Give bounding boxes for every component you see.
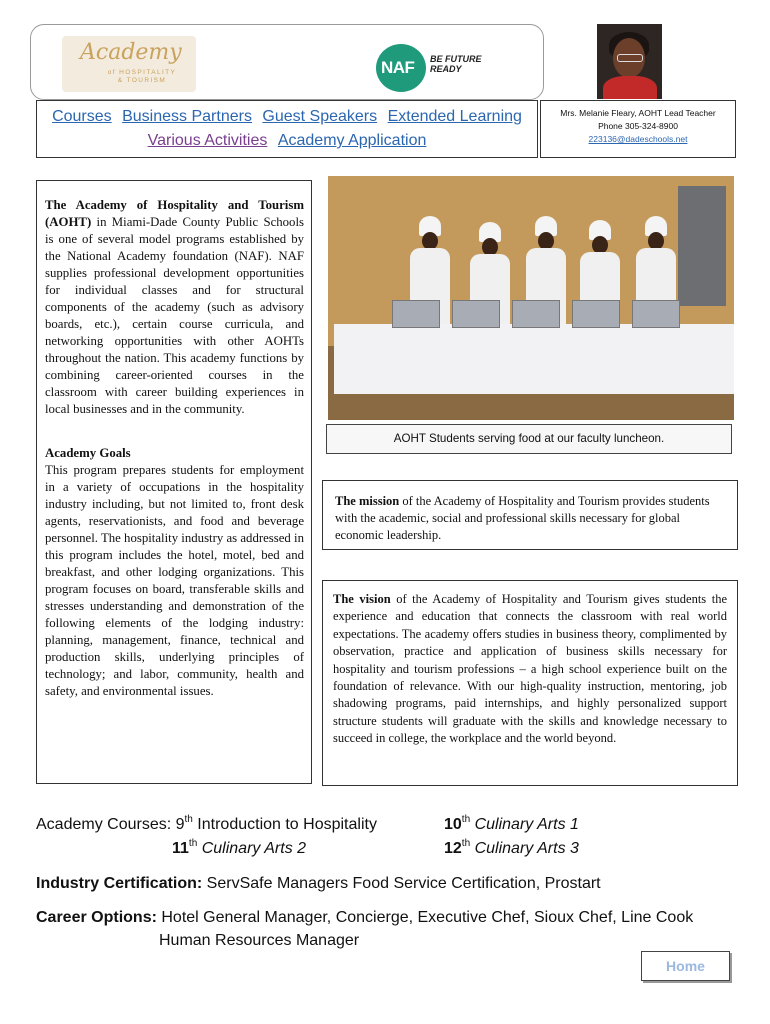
intro-text: in Miami-Dade County Public Schools is one of several model programs established by the National Academy foundation (NAF). NAF supplies professional development opportunities for individual classes and for structural components of the academy (such as advisory boards, etc.), certain course curricula, and networking opportunities with other AOHTs throughout the nation. This academy functions by combining career-oriented courses in the classroom with career building experiences in local businesses and in the community.	[45, 215, 304, 416]
teacher-photo	[597, 24, 662, 99]
course-12: 12th Culinary Arts 3	[444, 838, 579, 857]
courses-line-1: Academy Courses: 9th Introduction to Hospitality	[36, 814, 377, 833]
intro-bold-lead: The Academy of Hospitality and Tourism (AOHT)	[45, 198, 304, 229]
contact-name: Mrs. Melanie Fleary, AOHT Lead Teacher	[560, 108, 716, 118]
career-line-1: Hotel General Manager, Concierge, Executive Chef, Sioux Chef, Line Cook	[156, 909, 694, 926]
photo-caption: AOHT Students serving food at our faculty luncheon.	[326, 424, 732, 454]
course-11: 11th Culinary Arts 2	[172, 838, 307, 857]
goals-text: This program prepares students for employment in a variety of occupations in the hospitality industry including, but not limited to, front desk agents, reservationists, and food and beverage personnel. The hospitality industry as addressed in this program includes the hotel, motel, bed and breakfast, and other lodging organizations. This program focuses on board, transferable skills and stresses understanding and demonstration of the following elements of the lodging industry: planning, management, finance, technical and production skills, underlying principles of technology; and labor, community, health and safety, and environmental issues.	[45, 463, 304, 698]
aoht-logo-word: Academy	[80, 40, 182, 65]
goals-heading: Academy Goals	[45, 446, 131, 460]
industry-certification	[36, 875, 601, 893]
mission-bold-lead: The mission	[335, 494, 400, 508]
intro-box	[36, 180, 312, 784]
course-9: 9th Introduction to Hospitality	[175, 814, 377, 833]
home-button[interactable]: Home	[641, 951, 730, 981]
mission-text: of the Academy of Hospitality and Tourism provides students with the academic, social and professional skills necessary for global economic leadership.	[335, 494, 710, 542]
nav-row-1	[37, 108, 537, 126]
nav-link-academy-application[interactable]: Academy Application	[277, 132, 427, 149]
course-10: 10th Culinary Arts 1	[444, 814, 579, 833]
nav-link-guest-speakers[interactable]: Guest Speakers	[262, 108, 378, 125]
nav-link-courses[interactable]: Courses	[52, 108, 112, 125]
naf-tagline: BE FUTURE READY	[430, 54, 482, 74]
contact-email-link[interactable]: 223136@dadeschools.net	[588, 134, 688, 144]
goals-section	[45, 445, 304, 700]
students-serving-photo	[328, 176, 734, 420]
nav-link-business-partners[interactable]: Business Partners	[122, 108, 252, 125]
certification-label: Industry Certification:	[36, 875, 203, 892]
vision-bold-lead: The vision	[333, 592, 391, 606]
vision-paragraph	[333, 591, 727, 748]
nav-row-2	[37, 132, 537, 150]
contact-phone: Phone 305-324-8900	[598, 121, 678, 131]
vision-text: of the Academy of Hospitality and Tourism gives students the experience and education that connects the classroom with real world expectations. The academy offers studies in business theory, complimented by observation, practice and application of business skills necessary for hospitality and tourism professions – a high school experience built on the foundation of relevance. With our high-quality instruction, mentoring, job shadowing programs, paid internships, and highly personalized support structure students will graduate with the skills and knowledge necessary to succeed in college, the workplace and the world beyond.	[333, 592, 727, 746]
career-label: Career Options:	[36, 909, 157, 926]
naf-logo-text: NAF	[381, 58, 415, 77]
career-line-2: Human Resources Manager	[159, 932, 360, 949]
mission-paragraph	[335, 493, 727, 544]
courses-label: Academy Courses	[36, 816, 167, 833]
mission-box	[322, 480, 738, 550]
contact-box	[540, 100, 736, 158]
nav-link-various-activities[interactable]: Various Activities	[147, 132, 268, 149]
nav-links-box	[36, 100, 538, 158]
vision-box	[322, 580, 738, 786]
intro-paragraph	[45, 197, 304, 418]
certification-value: ServSafe Managers Food Service Certification, Prostart	[202, 875, 601, 892]
career-options	[36, 909, 693, 927]
aoht-logo-sub: of HOSPITALITY & TOURISM	[107, 69, 177, 84]
aoht-logo	[62, 36, 196, 92]
nav-link-extended-learning[interactable]: Extended Learning	[387, 108, 522, 125]
